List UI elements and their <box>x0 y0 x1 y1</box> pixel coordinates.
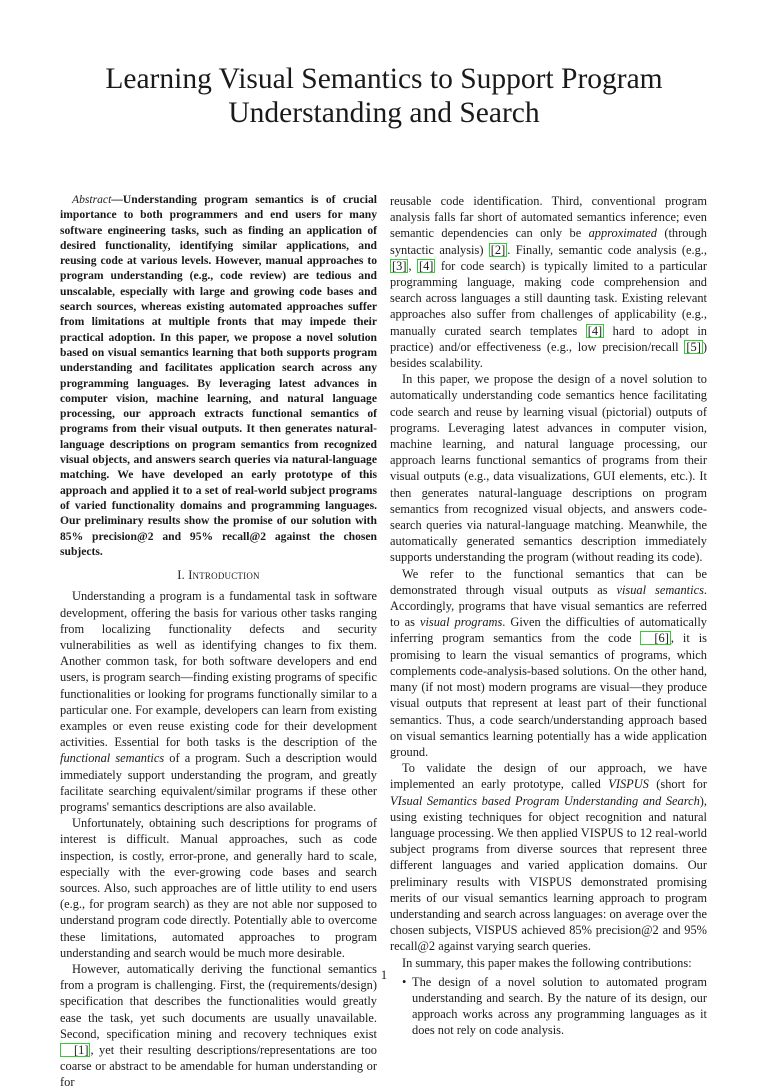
emphasis-text: visual semantics <box>616 582 704 597</box>
intro-paragraph-3-continued <box>390 193 707 371</box>
intro-paragraph-1 <box>60 588 377 815</box>
intro-paragraph-4: In this paper, we propose the design of a novel solution to automatically understanding code semantics hence facilitating code search and reuse by learning visual (pictorial) outputs of programs. Leveraging latest advances in computer vision, machine learning, and natural language processing, our approach learns functional semantics of programs from their visual outputs (e.g., data visualizations, GUI elements, etc.). It then generates natural-language descriptions on program semantics from recognized visual objects, and answers code-search queries via natural-language matching. Meanwhile, the automatically generated semantics description immediately supports understanding the program (without reading its code). <box>390 372 707 565</box>
left-column <box>60 192 377 1091</box>
text-run: , it is promising to learn the visual semantics of programs, which complements code-analysis-based solutions. On the other hand, many (if not most) modern programs are visual—they produce visual outputs that represent at least part of their functional semantics. Thus, a code search/understanding approach based on visual semantics learning potentially has a wide application ground. <box>390 631 707 759</box>
paper-title: Learning Visual Semantics to Support Program Understanding and Search <box>105 63 663 129</box>
text-run: , yet their resulting descriptions/representations are too coarse or abstract to be amendable for human understanding or for <box>60 1043 377 1090</box>
citation-link-6[interactable]: [6] <box>640 631 670 645</box>
text-run: To validate the design of our approach, we have implemented an early prototype, called <box>390 761 707 792</box>
emphasis-text: VISPUS <box>608 777 649 792</box>
text-run: of a program. Such a description would immediately support understanding the program, and greatly facilitate searching equivalent/similar programs if these other programs' semantics descriptions are also available. <box>60 751 377 814</box>
abstract-label: Abstract <box>72 193 112 206</box>
text-run: hard to adopt in practice) and/or effectiveness (e.g., low precision/recall <box>390 323 707 354</box>
text-run: We refer to the functional semantics that can be demonstrated through visual outputs as <box>390 566 707 597</box>
text-run: . Accordingly, programs that have visual semantics are referred to as <box>390 582 707 630</box>
abstract-text: —Understanding program semantics is of crucial importance to both programmers and end users for many software engineering tasks, such as finding an application of desired functionality, identifying similar applications, and reusing code at various levels. However, manual approaches to program understanding (e.g., code review) are tedious and unscalable, especially with large and growing code bases and search sources, whereas existing automated approaches suffer from limitations at multiple fronts that may impede their practical adoption. In this paper, we propose a novel solution based on visual semantics learning that both supports program understanding and facilitates application search across any programming languages. By leveraging latest advances in computer vision, machine learning, and natural language processing, our approach extracts functional semantics of programs from their visual outputs. It then generates natural-language descriptions on program semantics from recognized visual objects, and answers search queries via natural-language matching. We have developed an early prototype of this approach and applied it to a set of real-world subject programs of varied functionality domains and programming languages. Our preliminary results show the promise of our solution with 85% precision@2 and 95% recall@2 against the chosen subjects. <box>60 193 377 558</box>
text-run: . Given the difficulties of automatically inferring program semantics from the code <box>390 615 708 646</box>
emphasis-text: VIsual Semantics based Program Understanding and Search <box>390 793 700 808</box>
intro-paragraph-5 <box>390 566 707 760</box>
text-run: (short for <box>648 777 707 792</box>
text-run: ) besides scalability. <box>390 339 707 371</box>
intro-paragraph-6 <box>390 760 707 954</box>
intro-paragraph-2: Unfortunately, obtaining such descriptions for programs of interest is difficult. Manual approaches, such as code inspection, is costly, error-prone, and generally hard to scale, especially with the ever-growing code bases and search sources. Also, such approaches are of little utility to end users (e.g., for program search) as they are not able nor supposed to understand program code directly. Potentially able to overcome these limitations, automated approaches to program understanding and search would be much more desirable. <box>60 816 377 960</box>
text-run: reusable code identification. Third, conventional program analysis falls far short of automated semantics inference; even semantic dependencies can only be <box>390 194 707 241</box>
citation-link-4[interactable]: [4] <box>418 258 434 273</box>
intro-paragraph-7: In summary, this paper makes the following contributions: <box>402 955 692 970</box>
text-run: ), using existing techniques for object recognition and natural language processing. We then applied VISPUS to 12 real-world subject programs from diverse sources that represent three different languages and varied application domains. Our preliminary results with VISPUS demonstrated promising merits of our visual semantics learning approach to program understanding and search across languages: on average over the chosen subjects, VISPUS achieved 85% precision@2 and 95% recall@2 against varying search queries. <box>390 793 707 954</box>
citation-link-1[interactable]: [1] <box>60 1043 90 1057</box>
abstract <box>60 192 377 559</box>
emphasis-text: visual programs <box>419 615 503 630</box>
right-column <box>390 193 707 1039</box>
citation-link-5[interactable]: [5] <box>686 339 701 354</box>
page-number: 1 <box>380 968 388 982</box>
emphasis-text: functional semantics <box>60 751 165 766</box>
text-run: Understanding a program is a fundamental task in software development, offering the basis for various other tasks ranging from localizing functionality defects and security vulnerabilities as well as identifying changes to fix them. Another common task, for both software developers and end users, is program search—finding existing programs of specific functionalities or looking for programs functionally similar to a particular one. For example, developers can learn from existing examples or even reuse existing code for their development activities. Essential for both tasks is the description of the <box>60 589 377 750</box>
text-run: for code search) is typically limited to a particular programming language, making code comprehension and search across languages a still daunting task. Existing relevant approaches also suffer from challenges of applicability (e.g., manually curated search templates <box>390 258 707 338</box>
citation-link-4[interactable]: [4] <box>587 323 603 338</box>
emphasis-text: approximated <box>588 226 657 241</box>
section-title: Introduction <box>188 568 260 583</box>
list-item: • The design of a novel solution to automated program understanding and search. By the nature of its design, our approach works across any programming languages as it does not rely on code analysis. <box>390 974 707 1039</box>
section-number: I. <box>177 568 185 583</box>
text-run: (through syntactic analysis) <box>390 226 707 257</box>
text-run: However, automatically deriving the functional semantics from a program is challenging. First, the (requirements/design) specification that describes the functionalities would greatly ease the task, yet such documents are usually unavailable. Second, specification mining and recovery techniques exist <box>60 962 377 1041</box>
section-heading-introduction <box>60 567 377 583</box>
contributions-list <box>390 974 707 1039</box>
text-run: , <box>408 258 417 273</box>
citation-link-3[interactable]: [3] <box>392 258 407 273</box>
citation-link-2[interactable]: [2] <box>490 242 506 257</box>
text-run: . Finally, semantic code analysis (e.g., <box>507 242 707 257</box>
